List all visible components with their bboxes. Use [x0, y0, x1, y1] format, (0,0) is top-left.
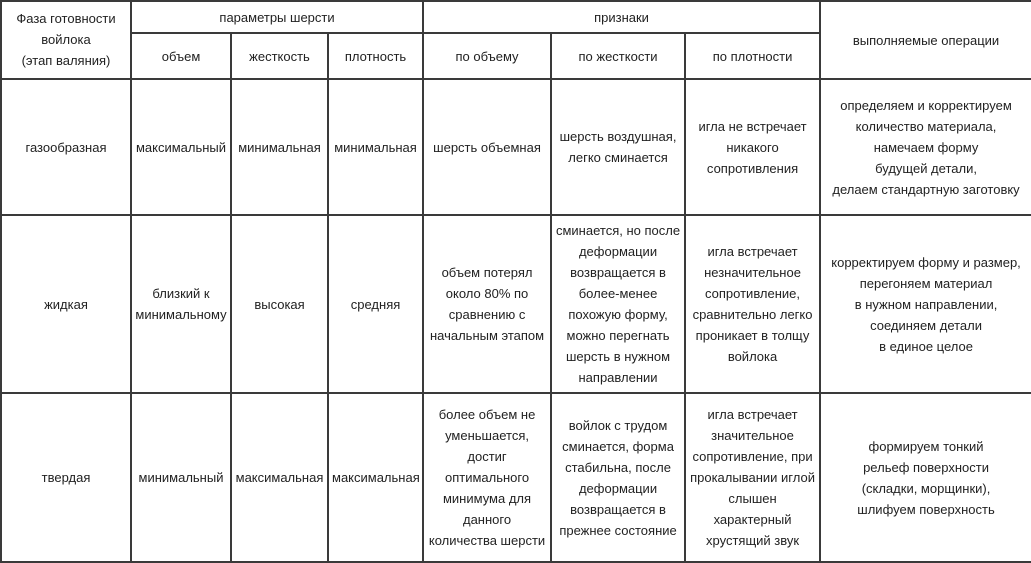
cell-sign-stiffness: сминается, но после деформации возвращается в более-менее похожую форму, можно перегнать шерсть в нужном направлении: [551, 215, 685, 393]
cell-volume: минимальный: [131, 393, 231, 562]
cell-phase: жидкая: [1, 215, 131, 393]
cell-operations: определяем и корректируем количество материала, намечаем форму будущей детали, делаем стандартную заготовку: [820, 79, 1031, 215]
cell-sign-volume: объем потерял около 80% по сравнению с начальным этапом: [423, 215, 551, 393]
cell-sign-density: игла не встречает никакого сопротивления: [685, 79, 820, 215]
header-by-stiffness: по жесткости: [551, 33, 685, 79]
cell-sign-volume: шерсть объемная: [423, 79, 551, 215]
cell-sign-volume: более объем не уменьшается, достиг оптимального минимума для данного количества шерсти: [423, 393, 551, 562]
header-by-density: по плотности: [685, 33, 820, 79]
header-by-volume: по объему: [423, 33, 551, 79]
table-row: [1, 393, 1031, 562]
cell-phase: твердая: [1, 393, 131, 562]
cell-volume: близкий к минимальному: [131, 215, 231, 393]
cell-phase: газообразная: [1, 79, 131, 215]
cell-density: максимальная: [328, 393, 423, 562]
table-row: [1, 79, 1031, 215]
cell-sign-density: игла встречает незначительное сопротивление, сравнительно легко проникает в толщу войлока: [685, 215, 820, 393]
cell-stiffness: минимальная: [231, 79, 328, 215]
header-volume: объем: [131, 33, 231, 79]
header-density: плотность: [328, 33, 423, 79]
cell-stiffness: высокая: [231, 215, 328, 393]
header-signs: признаки: [423, 1, 820, 33]
cell-density: минимальная: [328, 79, 423, 215]
header-wool-params: параметры шерсти: [131, 1, 423, 33]
cell-operations: формируем тонкий рельеф поверхности (складки, морщинки), шлифуем поверхность: [820, 393, 1031, 562]
cell-sign-stiffness: войлок с трудом сминается, форма стабильна, после деформации возвращается в прежнее состояние: [551, 393, 685, 562]
table-row: [1, 215, 1031, 393]
cell-sign-density: игла встречает значительное сопротивление, при прокалывании иглой слышен характерный хрустящий звук: [685, 393, 820, 562]
cell-sign-stiffness: шерсть воздушная, легко сминается: [551, 79, 685, 215]
cell-operations: корректируем форму и размер, перегоняем материал в нужном направлении, соединяем детали в единое целое: [820, 215, 1031, 393]
header-phase: Фаза готовности войлока (этап валяния): [1, 1, 131, 79]
cell-density: средняя: [328, 215, 423, 393]
cell-volume: максимальный: [131, 79, 231, 215]
header-operations: выполняемые операции: [820, 1, 1031, 79]
cell-stiffness: максимальная: [231, 393, 328, 562]
header-stiffness: жесткость: [231, 33, 328, 79]
